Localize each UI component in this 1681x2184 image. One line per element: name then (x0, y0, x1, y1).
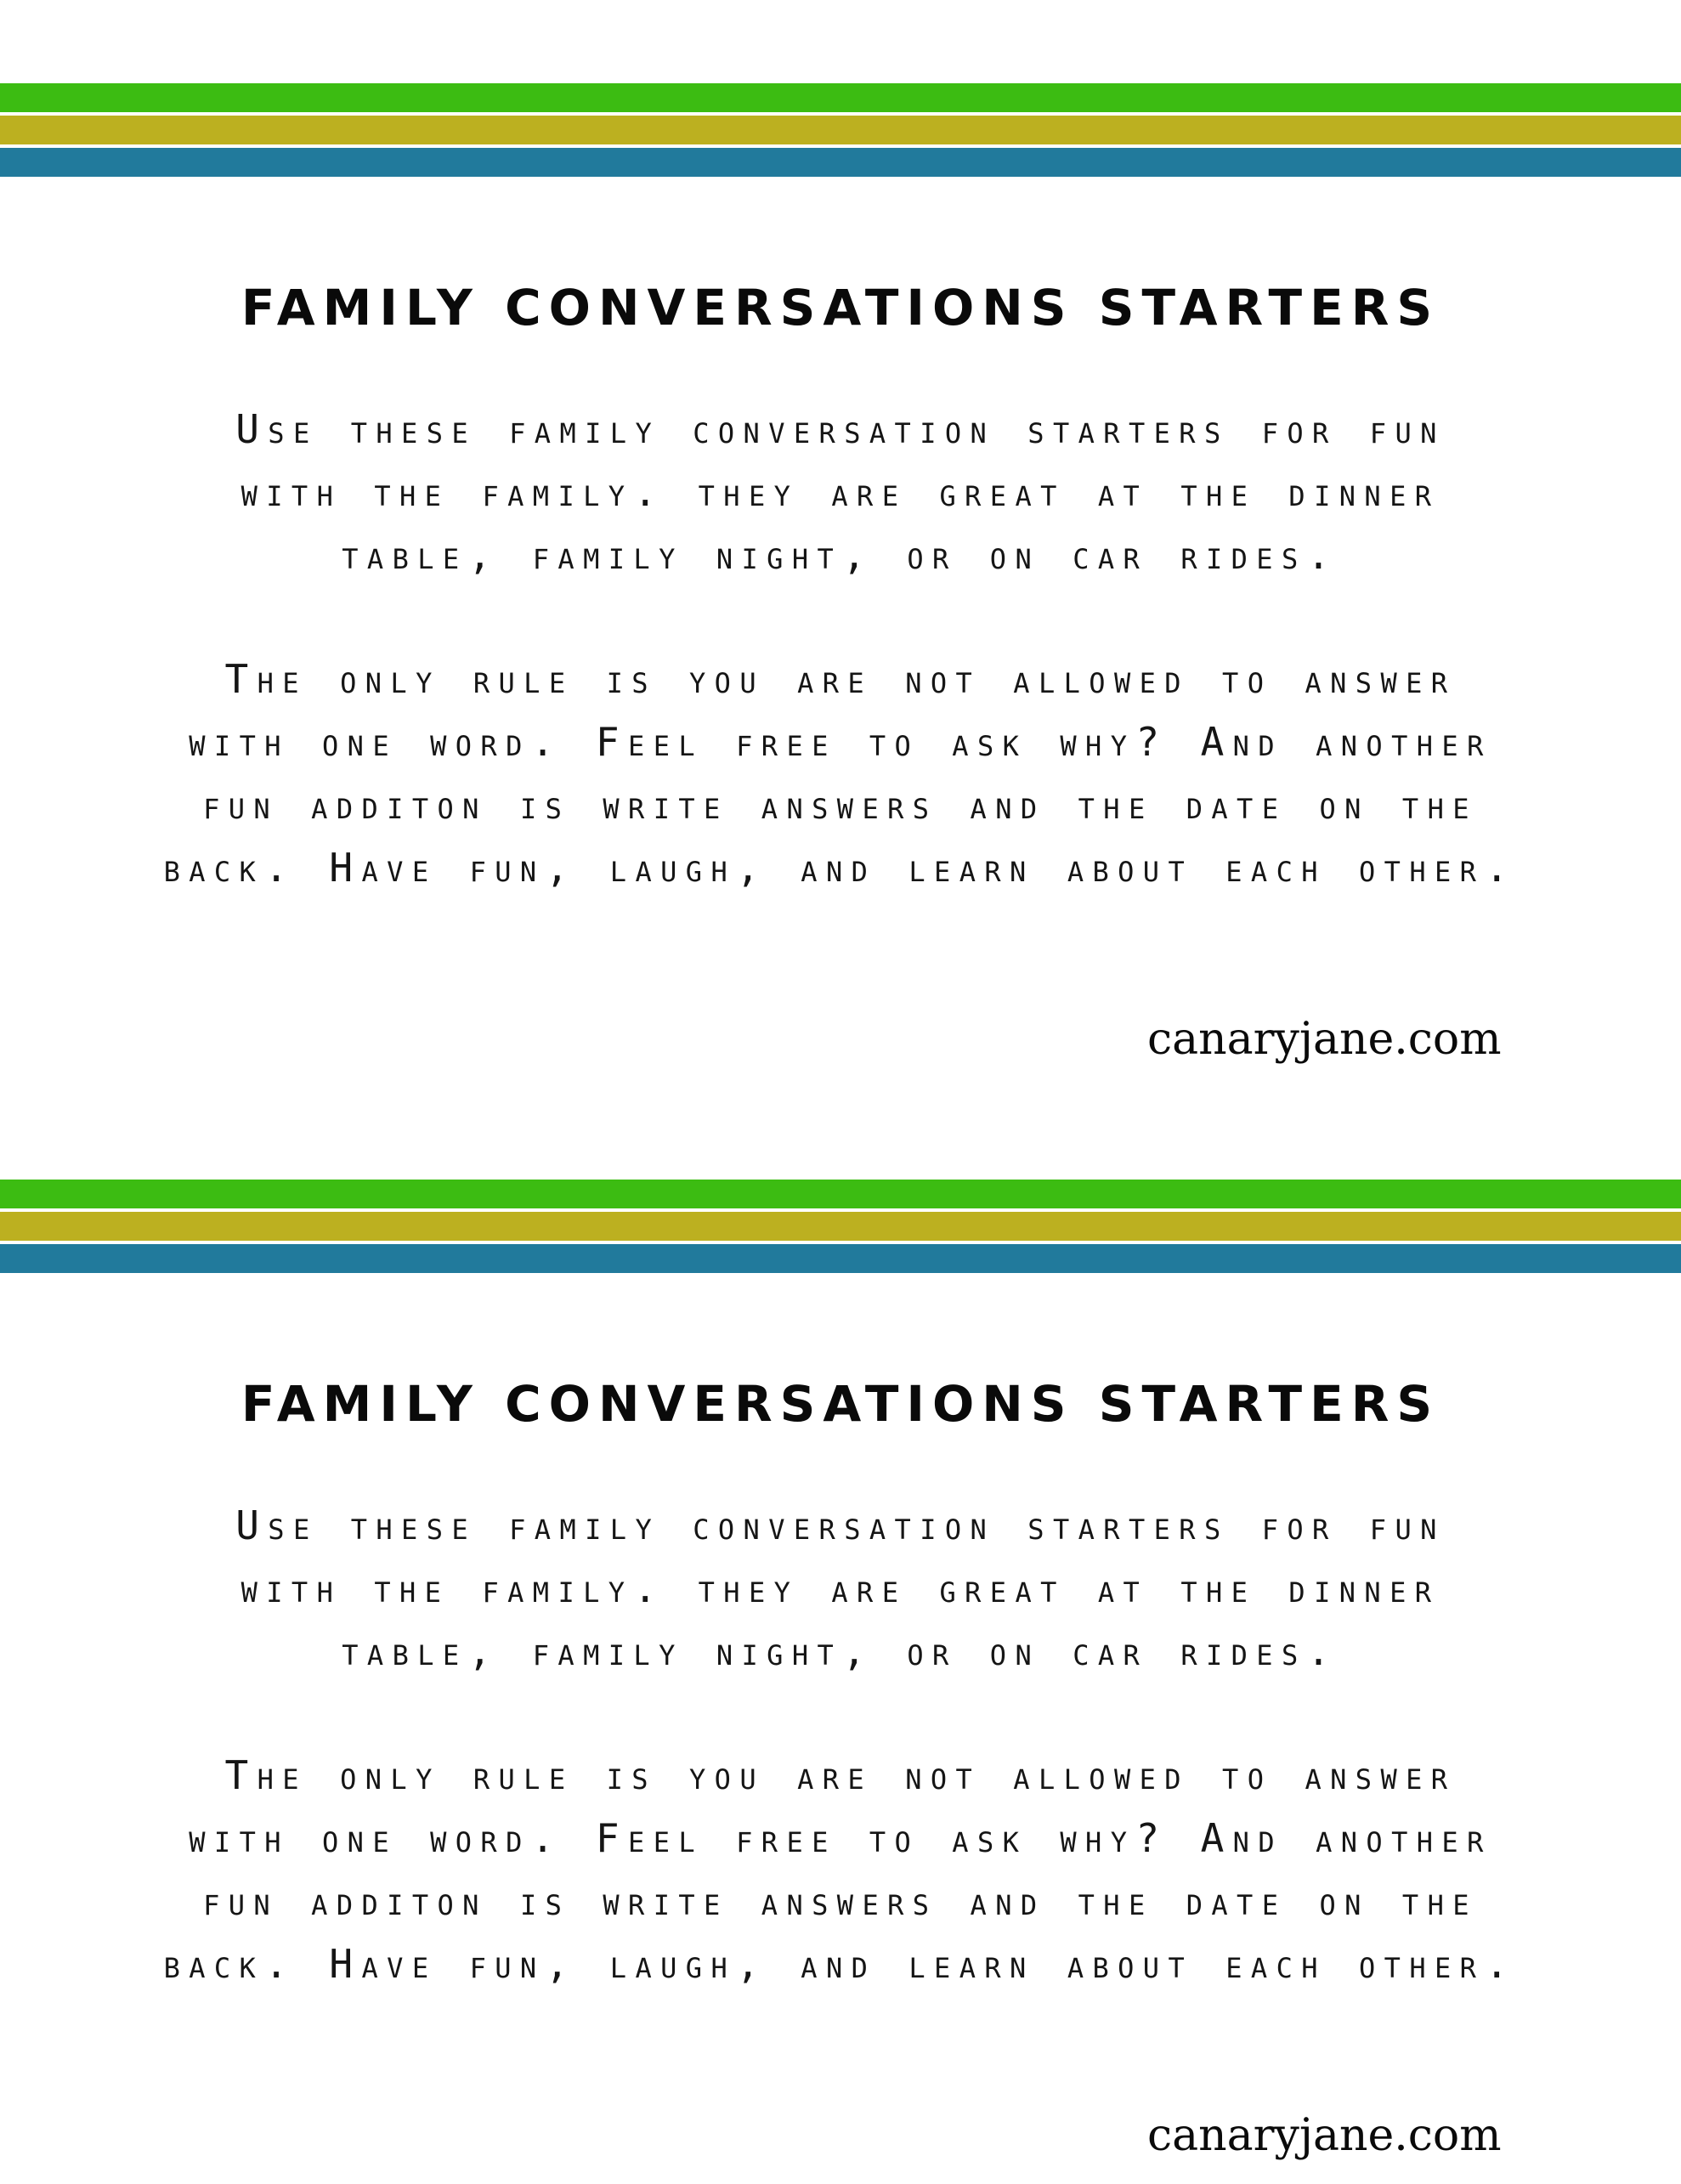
intro-line: table, family night, or on car rides. (342, 1628, 1339, 1674)
rule-line: with one word. Feel free to ask why? And another (189, 1815, 1492, 1861)
rule-line: The only rule is you are not allowed to answer (224, 1752, 1457, 1798)
stripe-blue (0, 148, 1681, 177)
rules-paragraph (34, 648, 1647, 899)
stripe-olive (0, 116, 1681, 144)
website-credit: canaryjane.com (1147, 1014, 1502, 1065)
card-title: FAMILY CONVERSATIONS STARTERS (241, 1375, 1440, 1433)
conversation-card-1 (0, 0, 1681, 1088)
intro-line: with the family. they are great at the dinner (241, 1565, 1440, 1611)
rule-line: fun additon is write answers and the date on the (203, 1878, 1478, 1924)
rule-line: back. Have fun, laugh, and learn about each other. (163, 845, 1518, 891)
intro-line: Use these family conversation starters for fun (235, 1502, 1446, 1548)
stripe-olive (0, 1212, 1681, 1241)
website-credit: canaryjane.com (1147, 2110, 1502, 2161)
rule-line: back. Have fun, laugh, and learn about each other. (163, 1941, 1518, 1987)
stripe-green (0, 83, 1681, 112)
conversation-card-2 (0, 1096, 1681, 2184)
intro-line: with the family. they are great at the dinner (241, 469, 1440, 515)
rules-paragraph (34, 1744, 1647, 1995)
rule-line: The only rule is you are not allowed to answer (224, 656, 1457, 702)
intro-paragraph (34, 1494, 1647, 1683)
intro-line: table, family night, or on car rides. (342, 532, 1339, 578)
stripe-blue (0, 1244, 1681, 1273)
intro-line: Use these family conversation starters for fun (235, 406, 1446, 452)
card-title: FAMILY CONVERSATIONS STARTERS (241, 279, 1440, 337)
rule-line: with one word. Feel free to ask why? And another (189, 719, 1492, 765)
intro-paragraph (34, 398, 1647, 586)
rule-line: fun additon is write answers and the date on the (203, 782, 1478, 828)
stripe-green (0, 1180, 1681, 1208)
